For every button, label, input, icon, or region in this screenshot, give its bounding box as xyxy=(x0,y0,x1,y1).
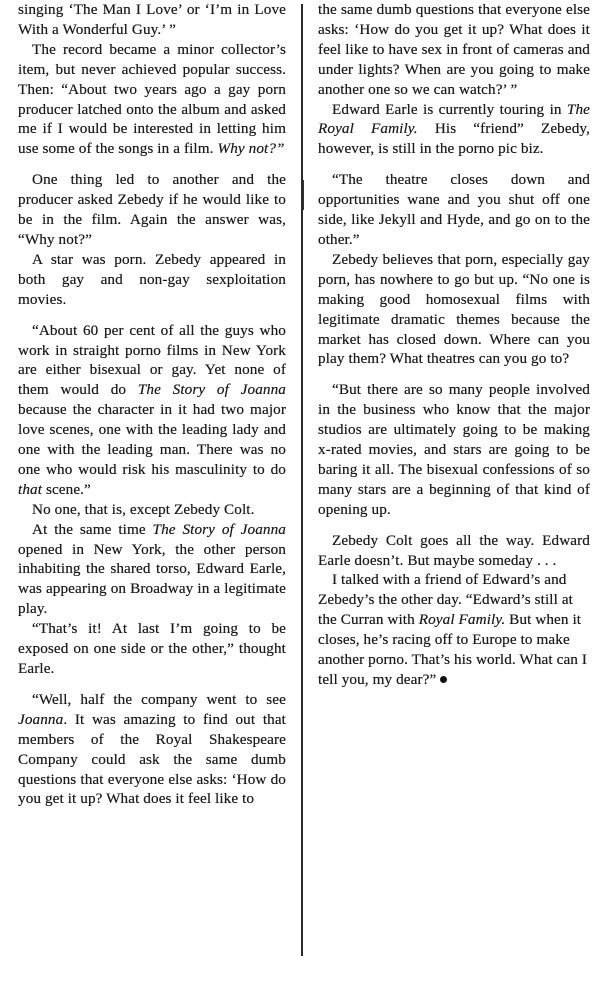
paragraph: “Well, half the company went to see Joanna. It was amazing to find out that members of the Royal Shakespeare Company could ask the same dumb questions that everyone else asks: ‘How do you get it up? What does it feel like to xyxy=(18,690,286,808)
column-rule-mark xyxy=(303,180,304,210)
paragraph: At the same time The Story of Joanna opened in New York, the other person inhabiting the shared torso, Edward Earle, was appearing on Broadway in a legitimate play. xyxy=(18,520,286,618)
paragraph: singing ‘The Man I Love’ or ‘I’m in Love With a Wonderful Guy.’ ” xyxy=(18,1,286,38)
paragraph: “But there are so many people involved in the business who know that the major studios are ultimately going to be making x-rated movies, and stars are going to be baring it all. The bisexual confessions of so many stars are a beginning of that kind of opening up. xyxy=(318,381,590,518)
paragraph: Zebedy believes that porn, especially gay porn, has nowhere to go but up. “No one is making good homosexual films with legitimate dramatic themes because the market has closed down. Where can you play them? What theatres can you go to? xyxy=(318,250,590,368)
article-column-right xyxy=(318,0,590,690)
paragraph: “That’s it! At last I’m going to be exposed on one side or the other,” thought Earle. xyxy=(18,620,286,677)
paragraph: the same dumb questions that everyone else asks: ‘How do you get it up? What does it feel like to have sex in front of cameras and under lights? When are you going to make another one so we can watch?’ ” xyxy=(318,1,590,98)
paragraph: “The theatre closes down and opportunities wane and you shut off one side, like Jekyll and Hyde, and go on to the other.” xyxy=(318,171,590,248)
column-rule xyxy=(301,4,303,956)
paragraph: I talked with a friend of Edward’s and Zebedy’s the other day. “Edward’s still at the Curran with Royal Family. But when it closes, he’s racing off to Europe to make another porno. That’s his world. What can I tell you, my dear?” xyxy=(318,571,588,688)
paragraph: One thing led to another and the producer asked Zebedy if he would like to be in the film. Again the answer was, “Why not?” xyxy=(18,171,286,248)
article-column-left xyxy=(18,0,286,809)
paragraph: Edward Earle is currently touring in The Royal Family. His “friend” Zebedy, however, is still in the porno pic biz. xyxy=(318,100,591,158)
end-of-article-bullet-icon xyxy=(440,676,447,683)
paragraph: The record became a minor collector’s item, but never achieved popular success. Then: “About two years ago a gay porn producer latched onto the album and asked me if I would be interested in letting him use some of the songs in a film. Why not?” xyxy=(18,40,286,158)
paragraph: Zebedy Colt goes all the way. Edward Earle doesn’t. But maybe someday . . . xyxy=(318,531,590,569)
paragraph: A star was porn. Zebedy appeared in both gay and non-gay sexploitation movies. xyxy=(18,250,286,308)
paragraph: “About 60 per cent of all the guys who work in straight porno films in New York are either bisexual or gay. Yet none of them would do The Story of Joanna because the character in it had two major love scenes, one with the leading lady and one with the leading man. There was no one who would risk his masculinity to do that scene.” xyxy=(18,321,286,498)
paragraph: No one, that is, except Zebedy Colt. xyxy=(32,500,255,518)
page-bottom-edge xyxy=(0,944,300,986)
